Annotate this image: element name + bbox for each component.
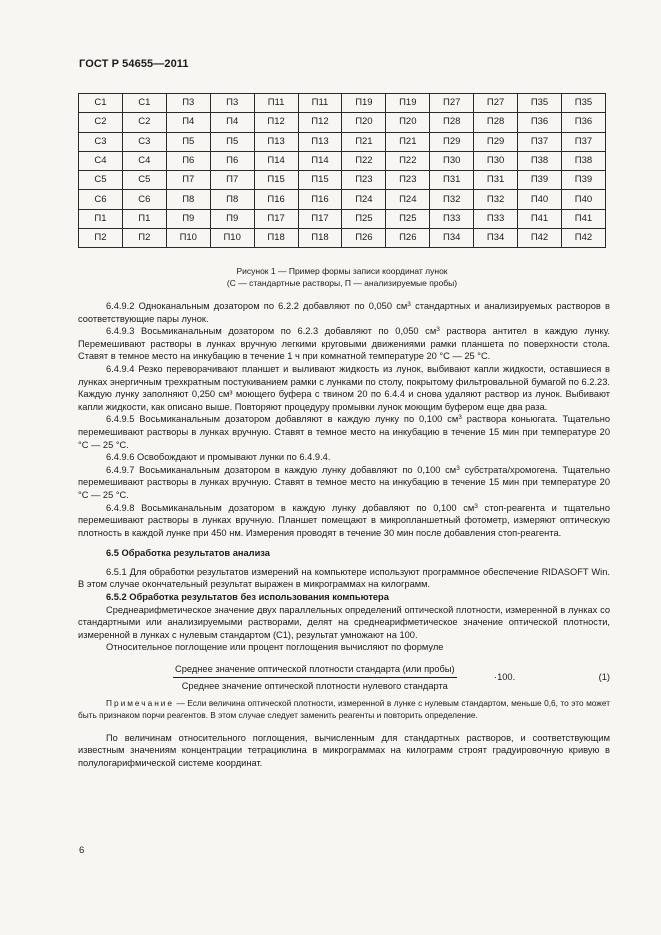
figure-caption-legend: (С — стандартные растворы, П — анализируемые пробы)	[226, 278, 458, 288]
table-cell: П12	[298, 113, 342, 132]
table-cell: С2	[122, 113, 166, 132]
table-row	[79, 229, 606, 248]
paragraph-6-4-9-2: 6.4.9.2 Одноканальным дозатором по 6.2.2 добавляют по 0,050 $см^3$ стандартных и анализируемых растворов в соответствующие пары лунок.	[78, 301, 610, 324]
table-cell: С5	[122, 171, 166, 190]
table-cell: П17	[298, 209, 342, 228]
table-row	[79, 132, 606, 151]
table-cell: П6	[166, 151, 210, 170]
table-cell: П3	[210, 94, 254, 113]
paragraph-6-4-9-6: 6.4.9.6 Освобождают и промывают лунки по 6.4.9.4.	[106, 452, 331, 463]
table-cell: П5	[210, 132, 254, 151]
table-cell: П8	[166, 190, 210, 209]
table-cell: П42	[518, 229, 562, 248]
note-paragraph	[78, 698, 610, 722]
section-heading-6-5-2: 6.5.2 Обработка результатов без использования компьютера	[106, 592, 389, 603]
table-cell: П15	[254, 171, 298, 190]
formula-denominator: Среднее значение оптической плотности нулевого стандарта	[181, 681, 448, 692]
table-cell: П40	[518, 190, 562, 209]
table-cell: П14	[298, 151, 342, 170]
table-cell: П32	[474, 190, 518, 209]
table-cell: П39	[561, 171, 605, 190]
formula-number: (1)	[598, 672, 610, 683]
table-cell: П41	[561, 209, 605, 228]
table-cell: П28	[430, 113, 474, 132]
table-cell: П1	[79, 209, 123, 228]
table-cell: С3	[122, 132, 166, 151]
table-cell: П25	[342, 209, 386, 228]
table-cell: П27	[430, 94, 474, 113]
table-cell: П34	[430, 229, 474, 248]
table-cell: П14	[254, 151, 298, 170]
table-cell: П19	[386, 94, 430, 113]
paragraph-mean-calculation: Среднеарифметическое значение двух параллельных определений оптической плотности, измеренной в лунках со стандартными или анализируемыми растворами, делят на среднеарифметическое значение оптической плотности, измеренной в лунках с нулевым стандартом (С1), результат умножают на 100.	[78, 604, 610, 640]
table-cell: С3	[79, 132, 123, 151]
table-cell: П15	[298, 171, 342, 190]
table-cell: С6	[122, 190, 166, 209]
table-cell: П9	[210, 209, 254, 228]
table-row	[79, 94, 606, 113]
formula-1	[78, 660, 610, 694]
table-cell: С1	[79, 94, 123, 113]
figure-caption-title: Рисунок 1 — Пример формы записи координат лунок	[236, 266, 448, 276]
table-cell: С1	[122, 94, 166, 113]
table-cell: П42	[561, 229, 605, 248]
document-header: ГОСТ Р 54655—2011	[79, 58, 189, 70]
formula-fraction	[173, 663, 457, 692]
table-cell: П40	[561, 190, 605, 209]
table-cell: П37	[518, 132, 562, 151]
document-body	[78, 300, 610, 769]
table-cell: П16	[298, 190, 342, 209]
table-cell: П8	[210, 190, 254, 209]
table-cell: П10	[210, 229, 254, 248]
page-number: 6	[79, 845, 85, 856]
table-row	[79, 190, 606, 209]
paragraph-6-4-9-3: 6.4.9.3 Восьмиканальным дозатором по 6.2.3 добавляют по 0,050 $см^3$ раствора антител в каждую лунку. Перемешивают растворы в лунках вручную легкими круговыми движениями рамки планшета по поверхности стола. Ставят в темное место на инкубацию в течение 1 ч при комнатной температуре 20 °С — 25 °С.	[78, 326, 610, 362]
table-cell: П16	[254, 190, 298, 209]
table-cell: П1	[122, 209, 166, 228]
table-cell: П21	[386, 132, 430, 151]
table-cell: П7	[166, 171, 210, 190]
table-cell: П6	[210, 151, 254, 170]
table-cell: П19	[342, 94, 386, 113]
table-cell: П22	[386, 151, 430, 170]
table-cell: П37	[561, 132, 605, 151]
table-cell: П13	[298, 132, 342, 151]
table-cell: П3	[166, 94, 210, 113]
table-cell: П25	[386, 209, 430, 228]
table-cell: П24	[342, 190, 386, 209]
table-cell: П7	[210, 171, 254, 190]
paragraph-6-4-9-5: 6.4.9.5 Восьмиканальным дозатором добавляют в каждую лунку по 0,100 $см^3$ раствора коньюгата. Тщательно перемешивают растворы в лунках вручную. Ставят в темное место на инкубацию в течение 15 мин при температуре 20 °С — 25 °С.	[78, 414, 610, 450]
table-cell: П30	[430, 151, 474, 170]
table-cell: П20	[386, 113, 430, 132]
formula-numerator: Среднее значение оптической плотности стандарта (или пробы)	[173, 663, 457, 678]
table-cell: П23	[386, 171, 430, 190]
note-text: — Если величина оптической плотности, измеренной в лунке с нулевым стандартом, меньше 0,6, то это может быть признаком порчи реагентов. В этом случае следует заменить реагенты и повторить определение.	[78, 698, 610, 720]
table-cell: П9	[166, 209, 210, 228]
table-cell: П13	[254, 132, 298, 151]
table-cell: П23	[342, 171, 386, 190]
formula-multiplier: ·100.	[494, 672, 516, 683]
table-row	[79, 151, 606, 170]
table-cell: П33	[474, 209, 518, 228]
table-cell: П22	[342, 151, 386, 170]
table-cell: П27	[474, 94, 518, 113]
table-cell: П35	[561, 94, 605, 113]
paragraph-6-4-9-8: 6.4.9.8 Восьмиканальным дозатором в каждую лунку добавляют по 0,100 $см^3$ стоп-реагента и тщательно перемешивают растворы в лунках вручную. Планшет помещают в микропланшетный фотометр, измеряют оптическую плотность в каждой лунке при 450 нм. Измерения проводят в течение 30 мин после добавления стоп-реагента.	[78, 502, 610, 538]
well-coordinates-table	[78, 93, 606, 248]
table-row	[79, 209, 606, 228]
table-cell: П28	[474, 113, 518, 132]
table-cell: С4	[79, 151, 123, 170]
table-cell: П4	[210, 113, 254, 132]
table-cell: П26	[342, 229, 386, 248]
figure-caption	[78, 265, 606, 289]
table-cell: П31	[430, 171, 474, 190]
table-cell: П29	[430, 132, 474, 151]
table-cell: П41	[518, 209, 562, 228]
table-cell: П39	[518, 171, 562, 190]
table-cell: П32	[430, 190, 474, 209]
table-cell: П38	[561, 151, 605, 170]
table-cell: П5	[166, 132, 210, 151]
table-cell: П21	[342, 132, 386, 151]
table-cell: П17	[254, 209, 298, 228]
table-cell: П20	[342, 113, 386, 132]
table-cell: П18	[254, 229, 298, 248]
table-cell: С4	[122, 151, 166, 170]
table-row	[79, 171, 606, 190]
table-cell: П33	[430, 209, 474, 228]
table-cell: С2	[79, 113, 123, 132]
table-cell: П35	[518, 94, 562, 113]
paragraph-6-4-9-7: 6.4.9.7 Восьмиканальным дозатором в каждую лунку добавляют по 0,100 $см^3$ субстрата/хромогена. Тщательно перемешивают растворы в лунках вручную. Ставят в темное место на инкубацию в течение 15 мин при температуре 20 °С — 25 °С.	[78, 464, 610, 500]
table-cell: П18	[298, 229, 342, 248]
paragraph-calibration-curve: По величинам относительного поглощения, вычисленным для стандартных растворов, и соответствующим известным значениям концентрации тетрациклина в микрограммах на килограмм строят градуировочную кривую в полулогарифмической системе координат.	[78, 732, 610, 768]
table-cell: П2	[79, 229, 123, 248]
paragraph-6-5-1: 6.5.1 Для обработки результатов измерений на компьютере используют программное обеспечение RIDASOFT Win. В этом случае окончательный результат выражен в микрограммах на килограмм.	[78, 566, 610, 590]
table-cell: П34	[474, 229, 518, 248]
table-cell: П12	[254, 113, 298, 132]
table-cell: П24	[386, 190, 430, 209]
table-cell: П4	[166, 113, 210, 132]
table-cell: П10	[166, 229, 210, 248]
table-cell: П11	[298, 94, 342, 113]
table-cell: П2	[122, 229, 166, 248]
table-cell: П26	[386, 229, 430, 248]
table-cell: С6	[79, 190, 123, 209]
table-cell: П11	[254, 94, 298, 113]
table-cell: П38	[518, 151, 562, 170]
section-heading-6-5: 6.5 Обработка результатов анализа	[106, 548, 270, 559]
note-label: Примечание	[106, 698, 175, 709]
table-cell: П30	[474, 151, 518, 170]
table-cell: С5	[79, 171, 123, 190]
table-cell: П36	[518, 113, 562, 132]
table-cell: П31	[474, 171, 518, 190]
paragraph-6-4-9-4: 6.4.9.4 Резко переворачивают планшет и выливают жидкость из лунок, выбивают капли жидкости, оставшиеся в лунках энергичным трехкратным постукиванием рамки с лунками по столу, покрытому фильтровальной бумагой по 6.2.23. Каждую лунку заполняют 0,250 см³ моющего буфера с твином 20 по 6.4.4 и снова удаляют раствор из лунок. Выбивают капли жидкости, как описано выше. Повторяют процедуру промывки лунок моющим буфером еще два раза.	[78, 363, 610, 412]
table-cell: П36	[561, 113, 605, 132]
table-row	[79, 113, 606, 132]
paragraph-relative-absorption: Относительное поглощение или процент поглощения вычисляют по формуле	[106, 642, 444, 653]
table-cell: П29	[474, 132, 518, 151]
